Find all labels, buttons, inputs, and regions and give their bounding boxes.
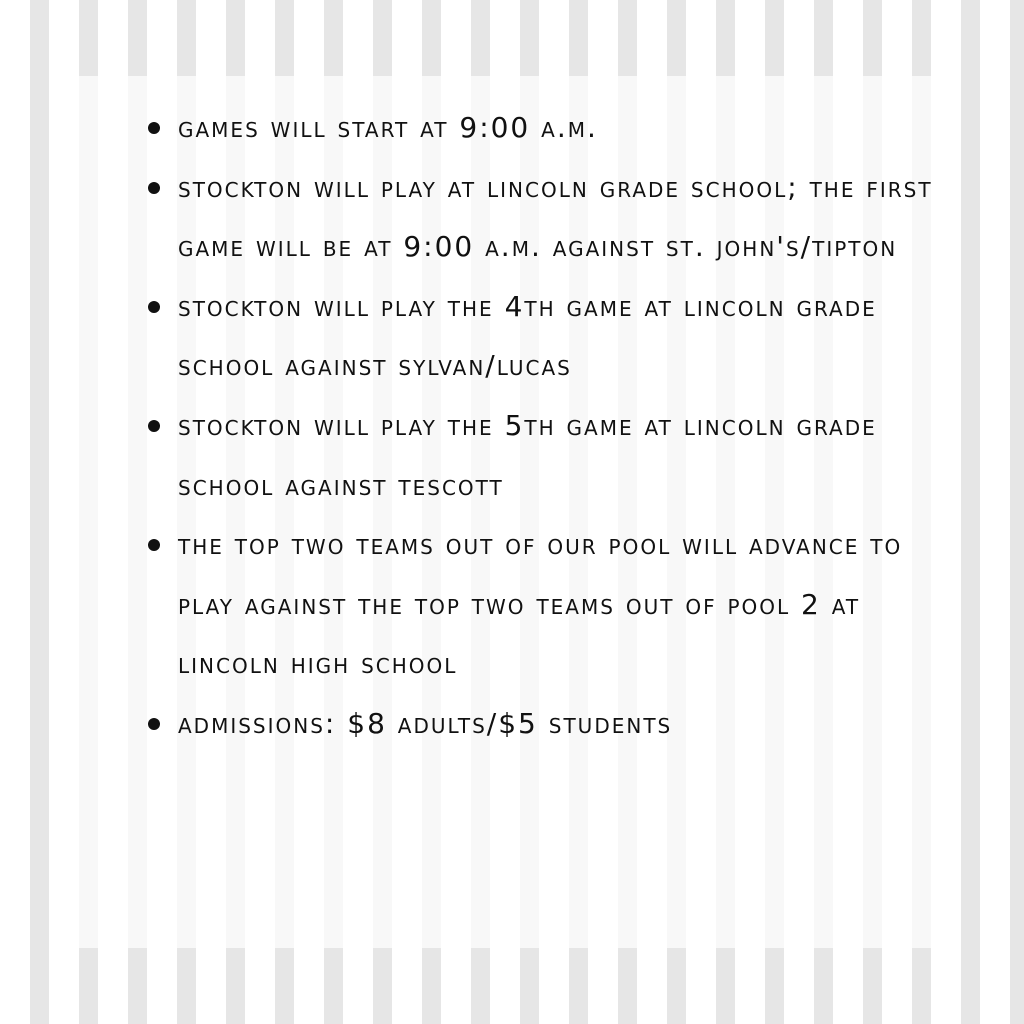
tournament-info-list (146, 98, 946, 754)
list-item (146, 98, 946, 158)
list-item-text: the top two teams out of our pool will advance to play against the top two teams out of pool 2 at lincoln high school (178, 528, 903, 681)
list-item-text: stockton will play the 5th game at lincoln grade school against tescott (178, 408, 877, 502)
list-item (146, 277, 946, 396)
bullet-icon (148, 539, 160, 551)
bullet-icon (148, 301, 160, 313)
list-item (146, 158, 946, 277)
bullet-icon (148, 182, 160, 194)
list-item (146, 396, 946, 515)
bullet-icon (148, 122, 160, 134)
bullet-icon (148, 420, 160, 432)
list-item-text: stockton will play at lincoln grade school; the first game will be at 9:00 a.m. against st. john's/tipton (178, 170, 933, 264)
list-item (146, 694, 946, 754)
list-item-text: admissions: $8 adults/$5 students (178, 706, 673, 740)
list-item (146, 515, 946, 694)
list-item-text: games will start at 9:00 a.m. (178, 111, 598, 144)
list-item-text: stockton will play the 4th game at lincoln grade school against sylvan/lucas (178, 289, 877, 383)
bullet-icon (148, 718, 160, 730)
